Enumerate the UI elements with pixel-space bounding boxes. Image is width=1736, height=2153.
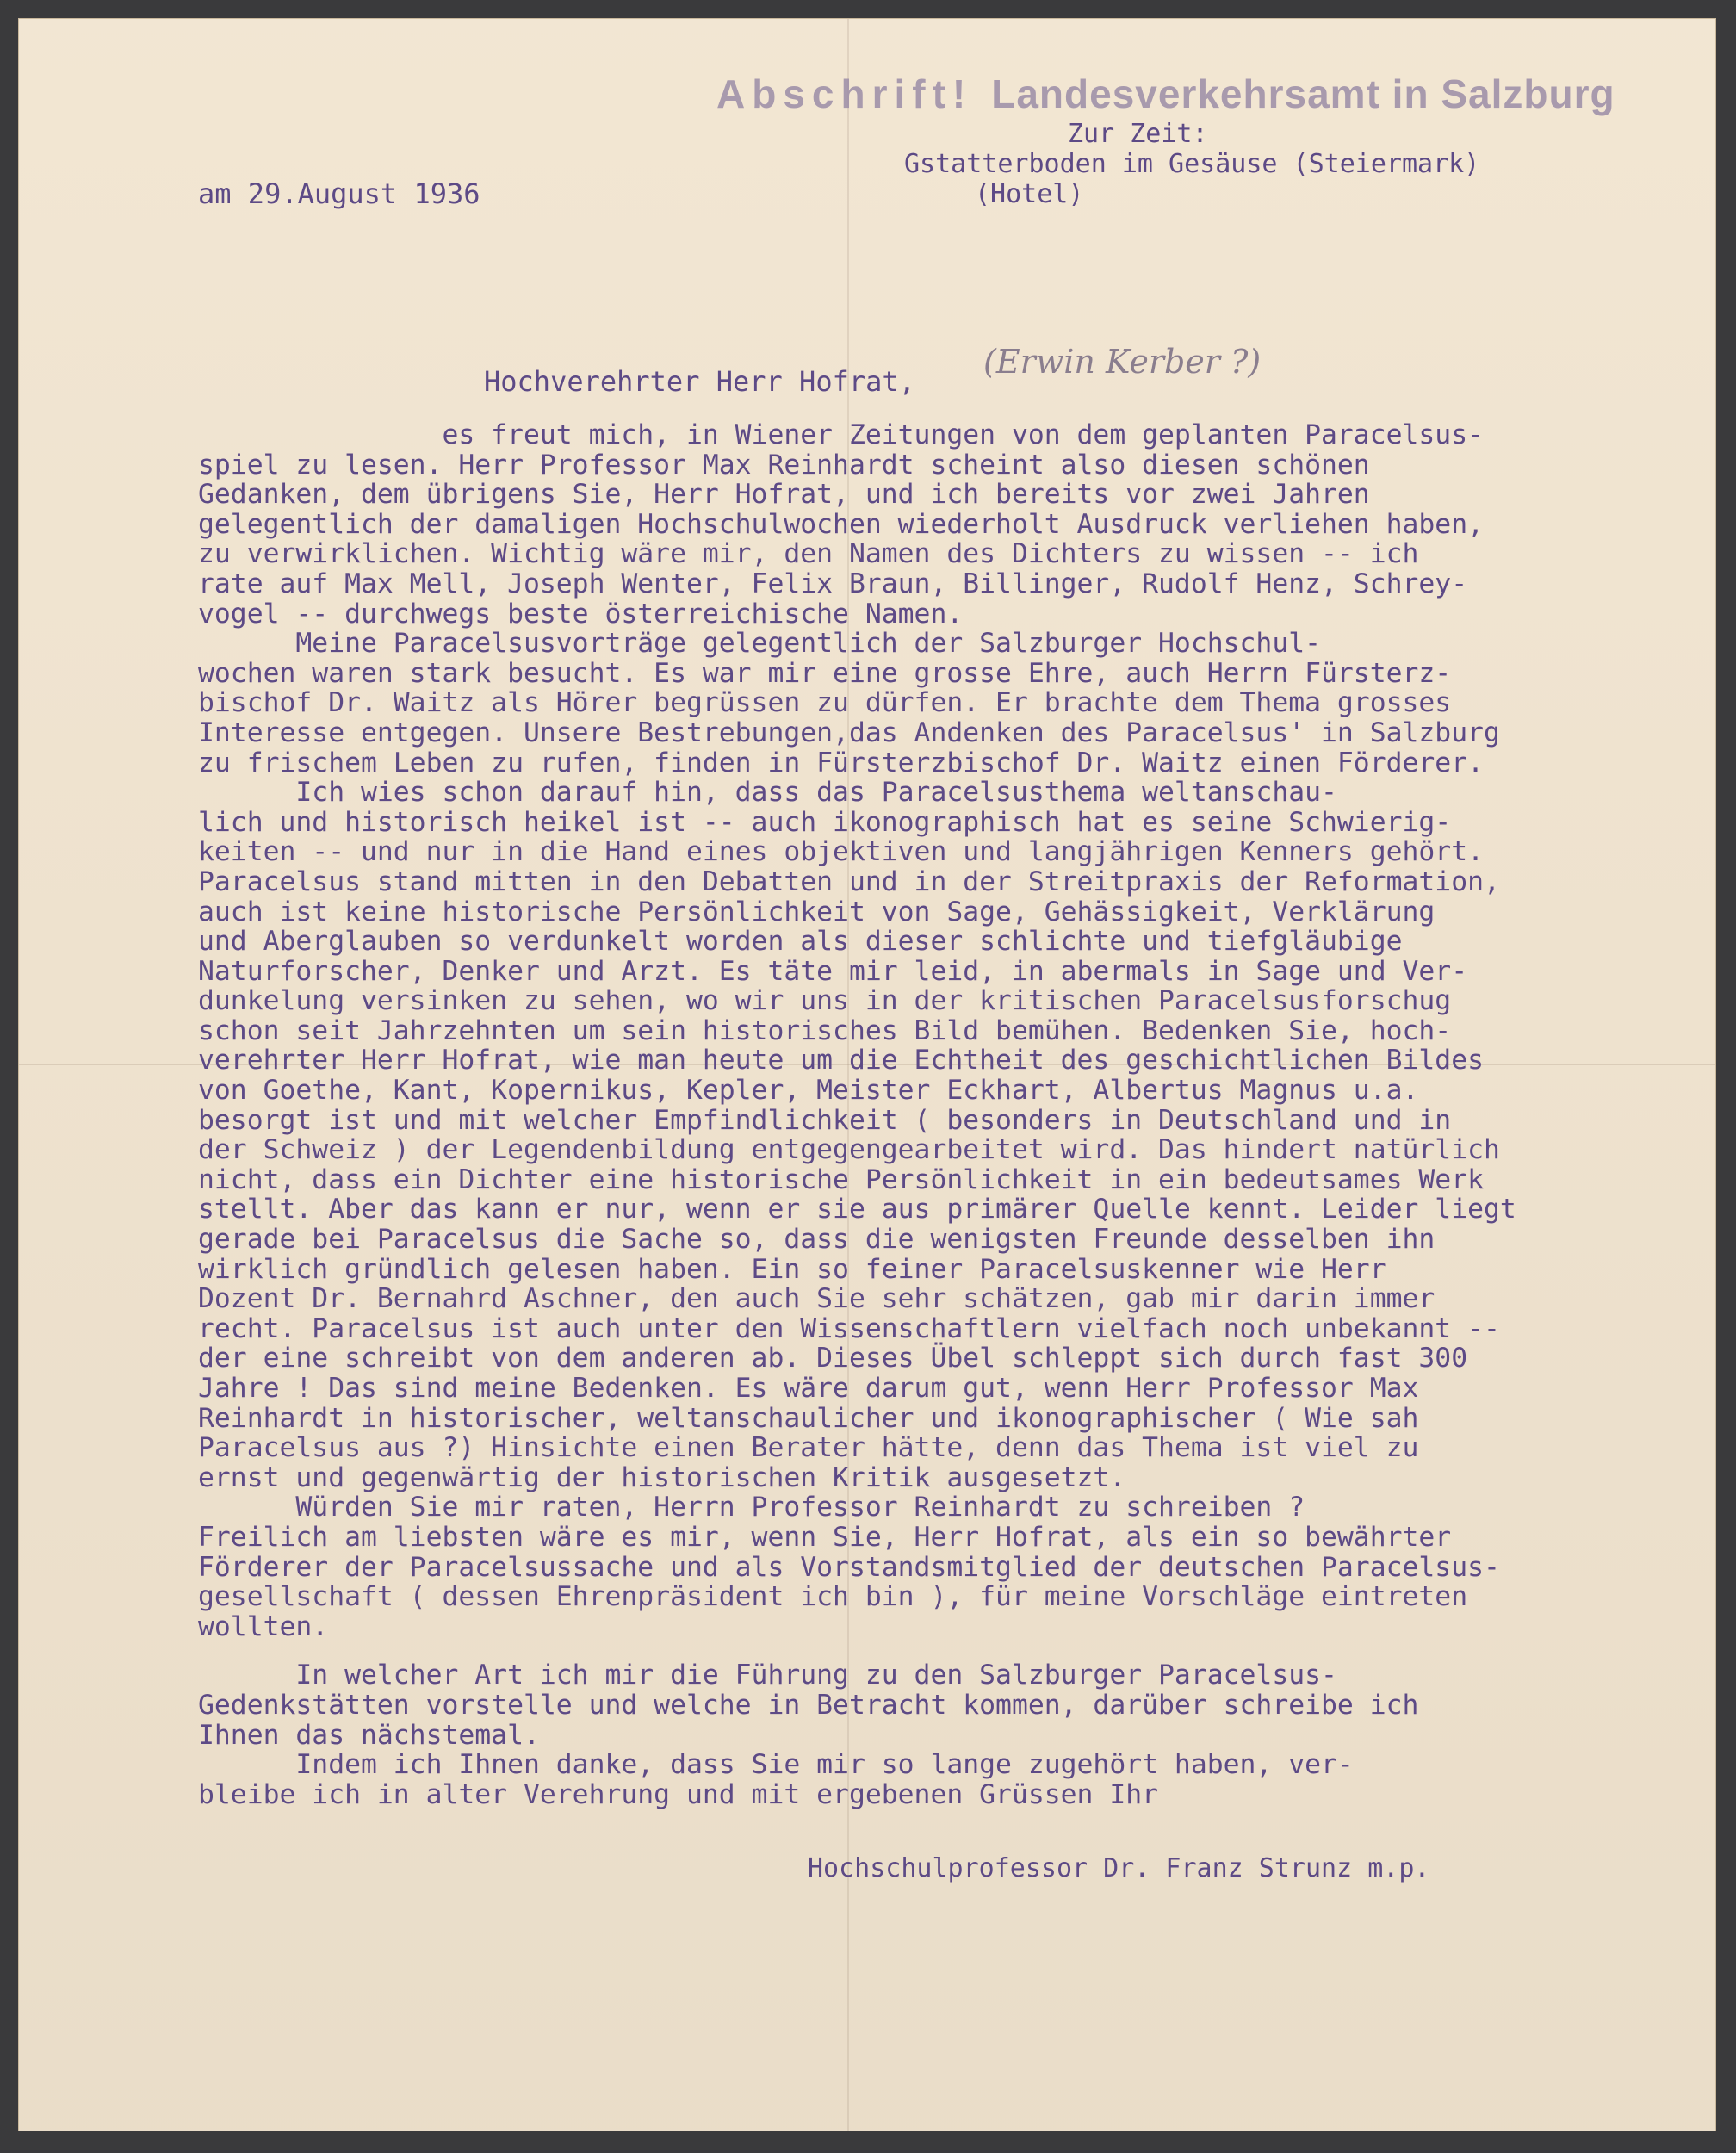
text-line: keiten -- und nur in die Hand eines objektiven und langjährigen Kenners gehört.: [198, 836, 1485, 868]
text-line: Reinhardt in historischer, weltanschaulicher und ikonographischer ( Wie sah: [198, 1402, 1419, 1434]
text-line: recht. Paracelsus ist auch unter den Wissenschaftlern vielfach noch unbekannt --: [198, 1312, 1500, 1344]
text-line: und Aberglauben so verdunkelt worden als dieser schlichte und tiefgläubige: [198, 926, 1403, 958]
handwritten-note: (Erwin Kerber ?): [983, 343, 1262, 381]
text-line: schon seit Jahrzehnten um sein historisches Bild bemühen. Bedenken Sie, hoch-: [198, 1014, 1452, 1046]
text-line: gelegentlich der damaligen Hochschulwochen wiederholt Ausdruck verliehen haben,: [198, 508, 1485, 540]
text-line: Ihnen das nächstemal.: [198, 1719, 540, 1751]
text-line: In welcher Art ich mir die Führung zu den Salzburger Paracelsus-: [198, 1660, 1337, 1691]
body-closing-paragraphs: [198, 1660, 1679, 1809]
text-line: vogel -- durchwegs beste österreichische Namen.: [198, 598, 964, 630]
letter-sheet: [19, 19, 1715, 2131]
signature-line: Hochschulprofessor Dr. Franz Strunz m.p.: [808, 1853, 1430, 1883]
text-line: Würden Sie mir raten, Herrn Professor Reinhardt zu schreiben ?: [198, 1492, 1305, 1523]
body-paragraphs: [198, 420, 1679, 1641]
text-line: Förderer der Paracelsussache und als Vorstandsmitglied der deutschen Paracelsus-: [198, 1551, 1500, 1583]
text-line: Ich wies schon darauf hin, dass das Paracelsusthema weltanschau-: [198, 777, 1337, 809]
text-line: Jahre ! Das sind meine Bedenken. Es wäre darum gut, wenn Herr Professor Max: [198, 1373, 1419, 1404]
text-line: bischof Dr. Waitz als Hörer begrüssen zu dürfen. Er brachte dem Thema grosses: [198, 687, 1452, 719]
text-line: zu frischem Leben zu rufen, finden in Fürsterzbischof Dr. Waitz einen Förderer.: [198, 747, 1485, 779]
text-line: Freilich am liebsten wäre es mir, wenn Sie, Herr Hofrat, als ein so bewährter: [198, 1521, 1452, 1553]
office-stamp: [716, 71, 1615, 117]
text-line: gerade bei Paracelsus die Sache so, dass die wenigsten Freunde desselben ihn: [198, 1224, 1435, 1256]
text-line: bleibe ich in alter Verehrung und mit ergebenen Grüssen Ihr: [198, 1778, 1159, 1810]
text-line: Indem ich Ihnen danke, dass Sie mir so lange zugehört haben, ver-: [198, 1749, 1354, 1781]
text-line: stellt. Aber das kann er nur, wenn er sie aus primärer Quelle kennt. Leider liegt: [198, 1194, 1516, 1225]
text-line: Naturforscher, Denker und Arzt. Es täte mir leid, in abermals in Sage und Ver-: [198, 955, 1468, 987]
text-line: Dozent Dr. Bernahrd Aschner, den auch Sie sehr schätzen, gab mir darin immer: [198, 1283, 1435, 1315]
text-line: von Goethe, Kant, Kopernikus, Kepler, Meister Eckhart, Albertus Magnus u.a.: [198, 1075, 1419, 1107]
text-line: wollten.: [198, 1610, 329, 1642]
text-line: lich und historisch heikel ist -- auch ikonographisch hat es seine Schwierig-: [198, 806, 1452, 838]
text-line: rate auf Max Mell, Joseph Wenter, Felix Braun, Billinger, Rudolf Henz, Schrey-: [198, 568, 1468, 599]
text-line: es freut mich, in Wiener Zeitungen von dem geplanten Paracelsus-: [198, 419, 1485, 450]
text-line: verehrter Herr Hofrat, wie man heute um die Echtheit des geschichtlichen Bildes: [198, 1045, 1485, 1076]
sender-line-2: Gstatterboden im Gesäuse (Steiermark): [904, 149, 1480, 179]
text-line: Paracelsus stand mitten in den Debatten und in der Streitpraxis der Reformation,: [198, 866, 1500, 897]
text-line: ernst und gegenwärtig der historischen Kritik ausgesetzt.: [198, 1461, 1126, 1493]
text-line: zu verwirklichen. Wichtig wäre mir, den Namen des Dichters zu wissen -- ich: [198, 538, 1419, 570]
text-line: gesellschaft ( dessen Ehrenpräsident ich bin ), für meine Vorschläge eintreten: [198, 1581, 1468, 1613]
text-line: Meine Paracelsusvorträge gelegentlich der Salzburger Hochschul-: [198, 628, 1322, 660]
letter-body: [198, 420, 1679, 1809]
text-line: wochen waren stark besucht. Es war mir eine grosse Ehre, auch Herrn Fürsterz-: [198, 657, 1452, 689]
text-line: wirklich gründlich gelesen haben. Ein so feiner Paracelsuskenner wie Herr: [198, 1253, 1386, 1285]
text-line: auch ist keine historische Persönlichkeit von Sage, Gehässigkeit, Verklärung: [198, 896, 1435, 928]
text-line: nicht, dass ein Dichter eine historische Persönlichkeit in ein bedeutsames Werk: [198, 1163, 1485, 1195]
text-line: besorgt ist und mit welcher Empfindlichkeit ( besonders in Deutschland und in: [198, 1104, 1452, 1136]
text-line: Interesse entgegen. Unsere Bestrebungen,das Andenken des Paracelsus' in Salzburg: [198, 717, 1500, 748]
text-line: dunkelung versinken zu sehen, wo wir uns in der kritischen Paracelsusforschug: [198, 985, 1452, 1017]
stamp-abschrift: Abschrift!: [716, 71, 973, 116]
salutation: Hochverehrter Herr Hofrat,: [484, 365, 915, 398]
text-line: Gedenkstätten vorstelle und welche in Betracht kommen, darüber schreibe ich: [198, 1689, 1419, 1721]
stamp-office: Landesverkehrsamt in Salzburg: [991, 71, 1615, 116]
sender-line-3: (Hotel): [975, 179, 1084, 209]
text-line: Paracelsus aus ?) Hinsichte einen Berater hätte, denn das Thema ist viel zu: [198, 1432, 1419, 1464]
text-line: spiel zu lesen. Herr Professor Max Reinhardt scheint also diesen schönen: [198, 449, 1370, 481]
text-line: der Schweiz ) der Legendenbildung entgegengearbeitet wird. Das hindert natürlich: [198, 1134, 1500, 1166]
text-line: der eine schreibt von dem anderen ab. Dieses Übel schleppt sich durch fast 300: [198, 1343, 1468, 1374]
sender-line-1: Zur Zeit:: [1068, 119, 1208, 149]
text-line: Gedanken, dem übrigens Sie, Herr Hofrat, und ich bereits vor zwei Jahren: [198, 479, 1370, 511]
sender-address: [904, 119, 1479, 209]
letter-date: am 29.August 1936: [198, 177, 480, 210]
